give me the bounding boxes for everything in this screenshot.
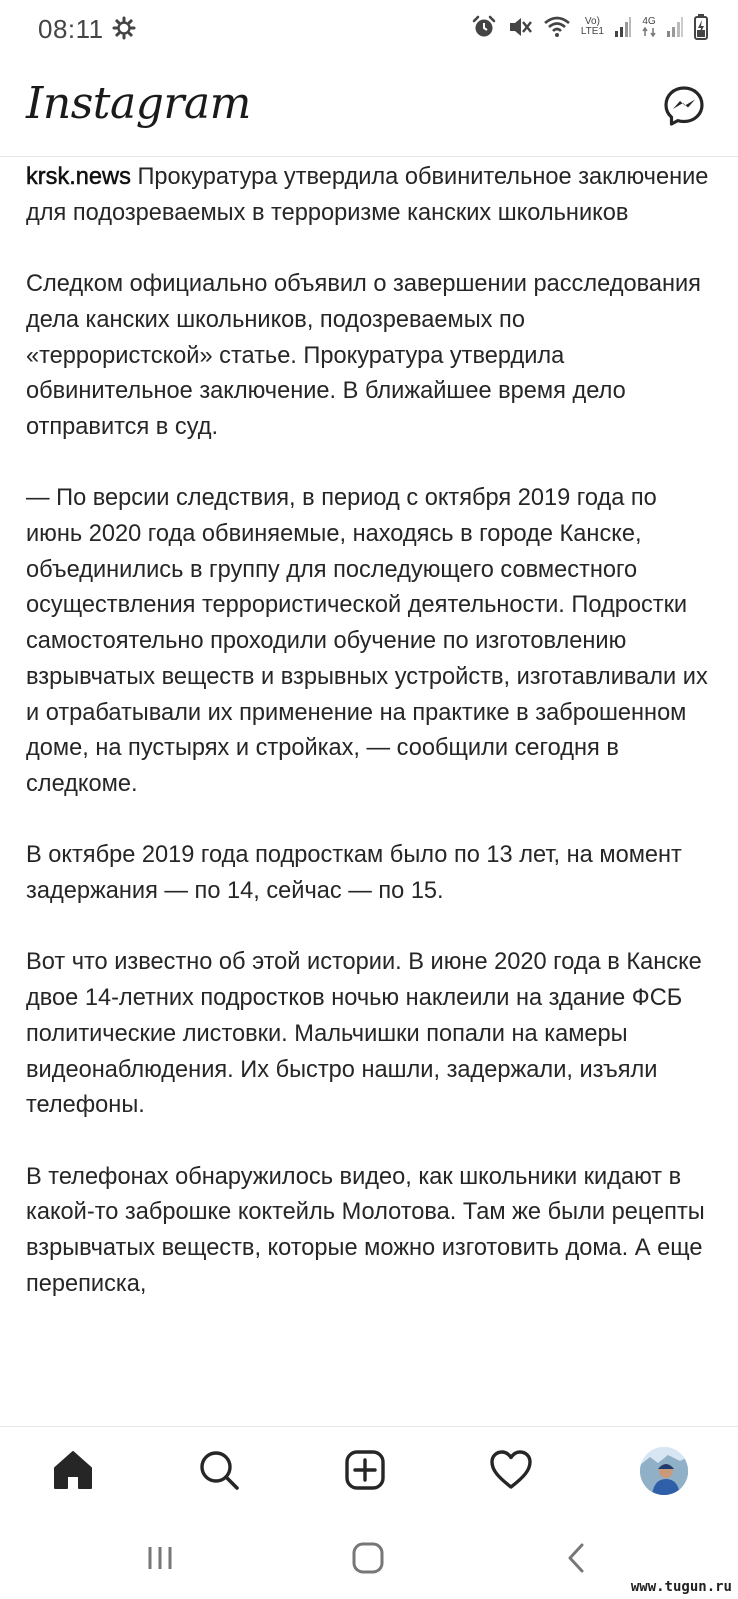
signal-icon: [614, 16, 632, 38]
post-author[interactable]: krsk.news: [26, 164, 131, 190]
battery-icon: [694, 14, 708, 40]
post-caption: [26, 160, 716, 1338]
signal-2-icon: [666, 16, 684, 38]
home-button-icon[interactable]: [348, 1538, 388, 1578]
bottom-nav: [0, 1426, 738, 1517]
system-nav-bar: [0, 1516, 738, 1599]
lte-indicator: Vo) LTE1: [580, 16, 604, 37]
messenger-icon[interactable]: [662, 84, 706, 128]
caption-paragraph: Следком официально объявил о завершении расследования дела канских школьников, подозреваемых по «террористской» статье. Прокуратура утвердила обвинительное заключение. В ближайшее время дело отправится в суд.: [26, 271, 701, 440]
back-icon[interactable]: [556, 1538, 596, 1578]
caption-paragraph: — По версии следствия, в период с октября 2019 года по июнь 2020 года обвиняемые, находясь в городе Канске, объединились в группу для последующего совместного осуществления террористической деятельности. Подростки самостоятельно проходили обучение по изготовлению взрывчатых веществ и взрывных устройств, изготавливали их и отрабатывали их применение на практике в заброшенном доме, на пустырях и стройках, — сообщили сегодня в следкоме.: [26, 485, 708, 797]
new-post-icon[interactable]: [340, 1445, 390, 1495]
app-header: [0, 60, 738, 157]
caption-paragraph: В телефонах обнаружилось видео, как школьники кидают в какой-то заброшке коктейль Молотова. Там же были рецепты взрывчатых веществ, которые можно изготовить дома. А еще переписка,: [26, 1163, 705, 1297]
mute-icon: [507, 14, 533, 40]
caption-paragraph: Вот что известно об этой истории. В июне 2020 года в Канске двое 14-летних подростков ночью наклеили на здание ФСБ политические листовки. Мальчишки попали на камеры видеонаблюдения. Их быстро нашли, задержали, изъяли телефоны.: [26, 949, 702, 1119]
profile-avatar[interactable]: [640, 1447, 688, 1495]
status-icons: [471, 14, 708, 40]
wifi-icon: [543, 15, 571, 39]
settings-gear-icon: [112, 16, 136, 45]
recent-apps-icon[interactable]: [140, 1538, 180, 1578]
caption-paragraph: [26, 160, 716, 231]
search-icon[interactable]: [194, 1445, 244, 1495]
caption-headline: Прокуратура утвердила обвинительное заключение для подозреваемых в терроризме канских школьников: [26, 164, 709, 226]
instagram-logo[interactable]: Instagram: [26, 78, 251, 129]
alarm-icon: [471, 14, 497, 40]
status-bar: [0, 0, 738, 60]
network-4g-indicator: 4G: [642, 17, 656, 37]
caption-paragraph: В октябре 2019 года подросткам было по 13 лет, на момент задержания — по 14, сейчас — по 15.: [26, 842, 682, 905]
status-time: 08:11: [38, 14, 104, 44]
activity-heart-icon[interactable]: [486, 1445, 536, 1495]
home-icon[interactable]: [48, 1445, 98, 1495]
watermark: www.tugun.ru: [630, 1579, 732, 1595]
